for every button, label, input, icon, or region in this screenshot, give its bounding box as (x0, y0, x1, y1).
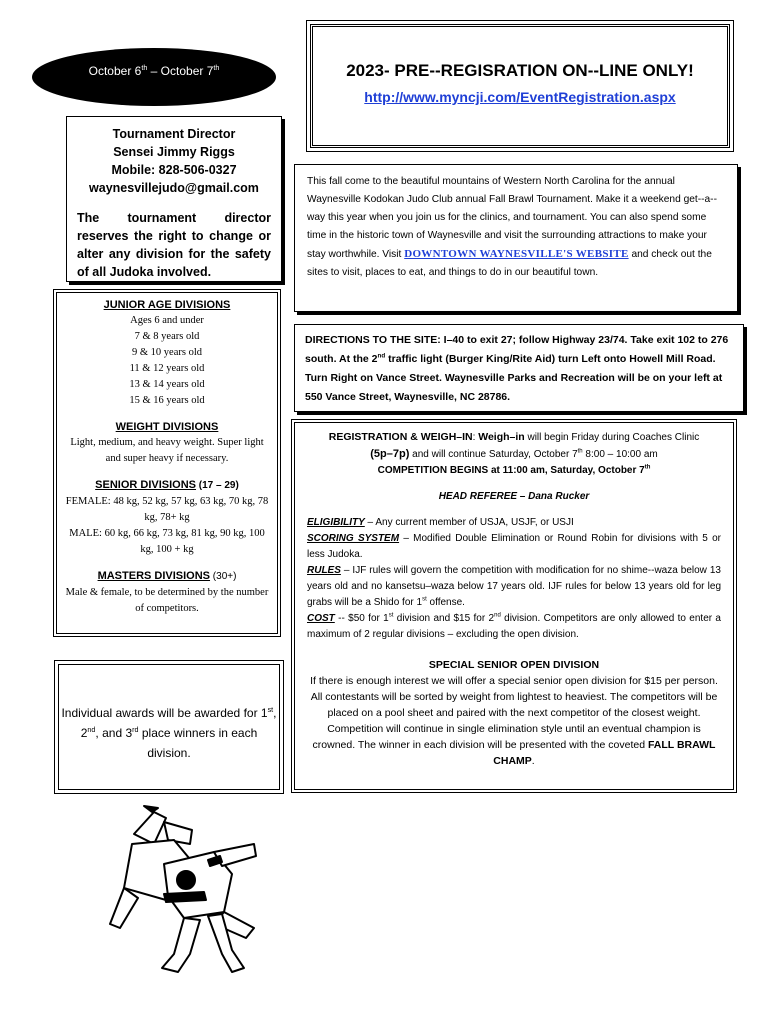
registration-link[interactable]: http://www.myncji.com/EventRegistration.aspx (364, 89, 676, 105)
open-division-heading: SPECIAL SENIOR OPEN DIVISION (428, 659, 600, 671)
date-separator: – (147, 64, 161, 78)
awards-text: place winners in each division. (138, 726, 258, 760)
date-start: October 6 (88, 64, 142, 78)
date-end-suffix: th (213, 63, 220, 72)
junior-item: 7 & 8 years old (134, 331, 200, 342)
awards-text: , 2 (80, 706, 277, 740)
awards-text: Individual awards will be awarded for 1 (61, 706, 268, 720)
registration-text: will begin Friday during Coaches Clinic (524, 432, 700, 443)
weight-divisions-heading: WEIGHT DIVISIONS (115, 421, 219, 433)
open-division-text: If there is enough interest we will offer a special senior open division for $15 per person. All contestants will be sorted by weight from lightest to heaviest. The competitors will be placed on a pool sheet and paired with the next competitor of the closest weight. Competition will continue in single elimination style until an eventual champion is crowned. The winner in each division will be presented with the coveted (310, 675, 718, 751)
open-division-end: . (531, 755, 535, 767)
director-email: waynesvillejudo@gmail.com (89, 181, 259, 195)
weighin-time: (5p–7p) (370, 448, 410, 460)
title-box (310, 24, 730, 148)
competition-start: COMPETITION BEGINS at 11:00 am, Saturday, October 7 (377, 465, 645, 476)
intro-text: This fall come to the beautiful mountains of Western North Carolina for the annual Waynesville Kodokan Judo Club annual Fall Brawl Tournament. Make it a weekend get--a--way this year when you join us for the clinics, and tournament. You can also spend some time in the historic town of Waynesville and visit the surrounding attractions to make your stay worthwhile. Visit (307, 176, 717, 260)
senior-age-range: (17 – 29) (196, 480, 239, 491)
intro-box (294, 164, 738, 312)
registration-colon: : (472, 432, 479, 443)
downtown-website-link[interactable]: DOWNTOWN WAYNESVILLE'S WEBSITE (404, 248, 629, 260)
awards-text: , and 3 (95, 726, 133, 740)
director-heading: Tournament Director (112, 127, 236, 141)
junior-divisions-heading: JUNIOR AGE DIVISIONS (103, 299, 231, 311)
cost-label: COST (307, 613, 335, 624)
cost-text: division and $15 for 2 (393, 613, 495, 624)
junior-item: Ages 6 and under (130, 315, 204, 326)
cost-suffix: st (388, 612, 394, 619)
masters-divisions-heading: MASTERS DIVISIONS (97, 570, 211, 582)
director-box (66, 116, 282, 282)
directions-text: DIRECTIONS TO THE SITE: I–40 to exit 27; follow Highway 23/74. Take exit 102 to 276 south. At the 2 (305, 334, 729, 365)
rules-text: – IJF rules will govern the competition with modification for no shime--waza below 13 years old and no kansetsu–waza below 17 years old. IJF rules for below 13 years old for leg grabs will be a Shido for 1 (307, 565, 721, 608)
judo-throw-illustration (104, 804, 274, 976)
event-dates (32, 48, 276, 106)
directions-box (294, 324, 744, 412)
awards-suffix: nd (87, 725, 96, 734)
registration-suffix: th (577, 448, 583, 455)
cost-suffix: nd (494, 612, 501, 619)
awards-box (58, 664, 280, 790)
registration-text: 8:00 – 10:00 am (582, 449, 658, 460)
junior-item: 15 & 16 years old (129, 395, 205, 406)
director-name: Sensei Jimmy Riggs (113, 145, 235, 159)
masters-divisions-text: Male & female, to be determined by the number of competitors. (65, 587, 269, 614)
eligibility-text: – Any current member of USJA, USJF, or USJI (364, 517, 574, 528)
masters-age-range: (30+) (210, 571, 237, 582)
rules-text-end: offense. (426, 597, 465, 608)
director-notice: The tournament director reserves the right to change or alter any division for the safety of all Judoka involved. (77, 211, 271, 279)
awards-suffix: rd (132, 725, 139, 734)
senior-divisions-heading: SENIOR DIVISIONS (95, 479, 197, 491)
awards-suffix: st (267, 705, 274, 714)
competition-suffix: th (644, 464, 651, 471)
divisions-box (56, 292, 278, 634)
page-title: 2023- PRE--REGISRATION ON--LINE ONLY! (346, 61, 694, 80)
eligibility-label: ELIGIBILITY (307, 517, 365, 528)
junior-item: 13 & 14 years old (129, 379, 205, 390)
directions-text-end: traffic light (Burger King/Rite Aid) turn Left onto Howell Mill Road. Turn Right on Vance Street. Waynesville Parks and Recreation will be on your left at 550 Vance Street, Waynesville, NC 28786. (305, 353, 723, 403)
date-start-suffix: th (141, 63, 148, 72)
scoring-text: – Modified Double Elimination or Round Robin for divisions with 5 or less Judoka. (307, 533, 721, 560)
rules-label: RULES (307, 565, 341, 576)
directions-suffix: nd (377, 352, 386, 360)
open-division-prize: FALL BRAWL CHAMP (493, 739, 716, 767)
registration-text: and will continue Saturday, October 7 (409, 449, 578, 460)
senior-male-weights: MALE: 60 kg, 66 kg, 73 kg, 81 kg, 90 kg, 100 kg, 100 + kg (69, 528, 265, 555)
scoring-label: SCORING SYSTEM (307, 533, 400, 544)
intro-text-end: and check out the sites to visit, places to eat, and things to do in our beautiful town. (307, 249, 712, 278)
weight-divisions-text: Light, medium, and heavy weight. Super light and super heavy if necessary. (70, 437, 264, 464)
junior-item: 9 & 10 years old (132, 347, 202, 358)
director-phone: Mobile: 828-506-0327 (111, 163, 237, 177)
cost-text: division. Competitors are only allowed to enter a maximum of 2 regular divisions – excluding the open division. (307, 613, 721, 640)
registration-label: REGISTRATION & WEIGH–IN (328, 431, 473, 443)
cost-text: -- $50 for 1 (334, 613, 389, 624)
date-end: October 7 (160, 64, 214, 78)
weighin-label: Weigh–in (478, 431, 525, 443)
rules-suffix: st (422, 596, 427, 603)
registration-box (294, 422, 734, 790)
senior-female-weights: FEMALE: 48 kg, 52 kg, 57 kg, 63 kg, 70 kg, 78 kg, 78+ kg (65, 496, 269, 523)
head-referee: HEAD REFEREE – Dana Rucker (438, 491, 590, 502)
junior-item: 11 & 12 years old (129, 363, 205, 374)
